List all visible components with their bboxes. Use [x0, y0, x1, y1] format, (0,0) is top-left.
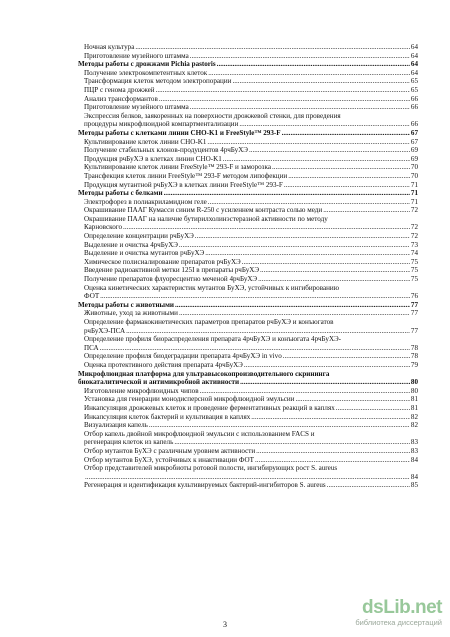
toc-entry — [78, 69, 418, 78]
toc-page-number: 76 — [410, 292, 418, 301]
toc-page-number: 64 — [410, 43, 418, 51]
toc-leader-dots — [232, 77, 409, 86]
toc-leader-dots — [244, 361, 410, 370]
toc-leader-dots — [323, 206, 410, 215]
toc-entry-title: Методы работы с дрожжами Pichia pastoris — [78, 60, 216, 69]
toc-page-number: 78 — [410, 343, 418, 352]
table-of-contents — [78, 43, 418, 490]
toc-entry-title: Методы работы с клетками линии CHO-K1 и FreeStyle™ 293-F — [78, 128, 281, 137]
toc-entry — [78, 387, 418, 396]
toc-page-number: 75 — [410, 266, 418, 275]
toc-entry-title: Культивирование клеток линии CHO-K1 — [84, 137, 207, 146]
toc-leader-dots — [100, 292, 410, 301]
toc-entry-title: Трансфекция клеток линии FreeStyle™ 293-F методом липофекции — [84, 171, 288, 180]
toc-page-number: 71 — [410, 180, 418, 189]
toc-page-number: 64 — [410, 68, 418, 77]
toc-entry — [78, 309, 418, 318]
toc-entry-title: Культивирование клеток линии FreeStyle™ 293-F и заморозка — [84, 163, 271, 172]
toc-page-number: 84 — [410, 472, 418, 481]
toc-entry-line: Микрофлюидная платформа для ультравысокопроизводительного скрининга — [78, 369, 330, 378]
toc-leader-dots — [205, 249, 410, 258]
toc-page-number: 65 — [410, 77, 418, 86]
toc-leader-dots — [260, 266, 410, 275]
toc-entry — [78, 163, 418, 172]
toc-leader-dots — [100, 344, 410, 353]
toc-leader-dots — [135, 43, 410, 52]
toc-entry — [78, 361, 418, 370]
toc-entry-title: Методы работы с животными — [78, 300, 174, 309]
toc-entry — [78, 103, 418, 112]
toc-entry-title: Приготовление музейного штамма — [84, 51, 189, 60]
toc-page-number: 81 — [410, 395, 418, 404]
toc-entry — [78, 155, 418, 164]
toc-page-number: 69 — [410, 146, 418, 155]
toc-entry — [78, 404, 418, 413]
toc-entry — [78, 438, 418, 447]
toc-entry-title: Выделение и очистка мутантов рчБуХЭ — [84, 249, 205, 258]
toc-page-number: 72 — [410, 232, 418, 241]
page-number: 3 — [223, 620, 227, 629]
toc-page-number: 84 — [410, 455, 418, 464]
toc-entry — [78, 138, 418, 147]
toc-entry — [78, 352, 418, 361]
toc-entry — [78, 232, 418, 241]
toc-entry-line: Окрашивание ПААГ на наличие бутирилхолинэстеразной активности по методу — [84, 214, 328, 223]
toc-page-number: 75 — [410, 275, 418, 284]
toc-page-number: 71 — [410, 189, 418, 198]
toc-page-number: 77 — [410, 326, 418, 335]
toc-entry-title: Отбор мутантов БуХЭ с различным уровнем активности — [84, 446, 256, 455]
toc-entry-line: Оценка кинетических характеристик мутантов БуХЭ, устойчивых к ингибированию — [84, 283, 340, 292]
toc-entry — [78, 52, 418, 61]
toc-page-number: 69 — [410, 154, 418, 163]
toc-page-number: 83 — [410, 438, 418, 447]
watermark-logo — [322, 597, 442, 631]
toc-entry — [78, 327, 418, 336]
toc-entry-title: Изготовление микрофлюидных чипов — [84, 386, 199, 395]
toc-page-number: 67 — [410, 137, 418, 146]
toc-page-number: 77 — [410, 309, 418, 318]
toc-entry — [78, 95, 418, 104]
toc-page-number: 67 — [410, 128, 418, 137]
toc-page-number: 75 — [410, 257, 418, 266]
toc-leader-dots — [200, 387, 410, 396]
toc-leader-dots — [239, 120, 410, 129]
toc-entry — [78, 456, 418, 465]
toc-leader-dots — [295, 395, 409, 404]
toc-entry — [78, 120, 418, 129]
toc-entry — [78, 43, 418, 52]
toc-entry-title: Трансформация клеток методом электропорации — [84, 77, 232, 86]
toc-entry-title: Ночная культура — [84, 43, 135, 51]
toc-page-number: 72 — [410, 223, 418, 232]
toc-leader-dots — [207, 138, 409, 147]
toc-entry-title: Животные, уход за животными — [84, 309, 178, 318]
toc-entry-line: Определение фармакокинетических параметров препаратов рчБуХЭ и конъюгатов — [84, 318, 334, 326]
toc-entry — [78, 146, 418, 155]
toc-leader-dots — [159, 95, 410, 104]
toc-entry — [78, 301, 418, 310]
toc-leader-dots — [251, 413, 410, 422]
toc-page-number: 65 — [410, 85, 418, 94]
toc-leader-dots — [149, 421, 410, 430]
toc-entry — [78, 206, 418, 215]
toc-entry — [78, 413, 418, 422]
toc-leader-dots — [179, 309, 410, 318]
toc-entry — [78, 395, 418, 404]
toc-leader-dots — [258, 275, 410, 284]
toc-leader-dots — [336, 404, 410, 413]
toc-leader-dots — [272, 163, 410, 172]
toc-leader-dots — [256, 447, 410, 456]
toc-entry — [78, 189, 418, 198]
toc-page-number: 74 — [410, 249, 418, 258]
toc-entry-title: регенерация клеток из капель — [84, 438, 174, 447]
toc-entry — [78, 60, 418, 69]
watermark-logo-text: dsLib.net — [362, 597, 442, 618]
toc-leader-dots — [249, 146, 410, 155]
toc-page-number: 80 — [410, 378, 418, 387]
toc-page-number: 64 — [410, 60, 418, 69]
toc-entry — [78, 172, 418, 181]
toc-entry-title: Определение профиля биодеградации препарата 4рчБуХЭ in vivo — [84, 352, 282, 361]
toc-page-number: 72 — [410, 206, 418, 215]
toc-leader-dots — [242, 258, 410, 267]
toc-entry-title: Химическое полисиалирование препаратов рчБуХЭ — [84, 257, 241, 266]
toc-entry — [78, 266, 418, 275]
toc-entry-line: Отбор капель двойной микрофлюидной эмульсии с использованием FACS и — [84, 429, 315, 438]
toc-entry — [78, 241, 418, 250]
toc-entry — [78, 249, 418, 258]
toc-page-number: 83 — [410, 446, 418, 455]
toc-entry — [78, 421, 418, 430]
toc-entry-title: Получение электрокомпетентных клеток — [84, 68, 208, 77]
toc-entry-title: Выделение и очистка 4рчБуХЭ — [84, 240, 178, 249]
toc-entry-title: Инкапсуляция клеток бактерий и культивация в каплях — [84, 412, 251, 421]
toc-leader-dots — [217, 60, 410, 69]
toc-leader-dots — [284, 181, 410, 190]
toc-leader-dots — [156, 86, 410, 95]
toc-leader-dots — [223, 155, 410, 164]
toc-page-number: 81 — [410, 403, 418, 412]
toc-entry-title: рчБуХЭ-ПСА — [84, 326, 126, 335]
toc-page-number: 78 — [410, 352, 418, 361]
toc-entry — [78, 344, 418, 353]
toc-page-number: 70 — [410, 163, 418, 172]
toc-leader-dots — [123, 223, 410, 232]
toc-leader-dots — [288, 172, 410, 181]
toc-entry-title: процедуры микрофлюидной компартментализации — [84, 120, 239, 129]
toc-entry-title: Определение концентрации рчБуХЭ — [84, 232, 194, 241]
toc-page-number: 73 — [410, 240, 418, 249]
toc-leader-dots — [208, 69, 410, 78]
toc-entry-line: Экспрессия белков, заякоренных на поверхности дрожжевой стенки, для проведения — [84, 111, 341, 120]
toc-leader-dots — [255, 456, 410, 465]
toc-page-number: 85 — [410, 481, 418, 490]
toc-entry-title: Анализ трансформантов — [84, 94, 158, 103]
toc-page-number: 82 — [410, 412, 418, 421]
toc-leader-dots — [195, 232, 410, 241]
toc-leader-dots — [126, 327, 410, 336]
toc-leader-dots — [174, 438, 410, 447]
toc-page-number: 82 — [410, 421, 418, 430]
toc-entry-line: Определение профиля биораспределения препарата 4рчБуХЭ и конъюгата 4рчБуХЭ- — [84, 335, 342, 344]
toc-entry-title: ФОТ — [84, 292, 100, 301]
toc-entry-title: биокаталитической и антимикробной активности — [78, 378, 240, 387]
toc-leader-dots — [208, 198, 410, 207]
toc-page-number: 66 — [410, 103, 418, 112]
toc-entry — [78, 181, 418, 190]
toc-entry — [78, 378, 418, 387]
toc-entry-title: Получение препаратов флуоресцентно меченой 4рчБуХЭ — [84, 275, 258, 284]
toc-entry-title: Отбор мутантов БуХЭ, устойчивых к инактивации ФОТ — [84, 455, 255, 464]
watermark-subtitle: библиотека диссертаций — [355, 618, 442, 627]
toc-entry — [78, 258, 418, 267]
toc-leader-dots — [85, 473, 410, 482]
toc-entry — [78, 198, 418, 207]
toc-entry-title: Инкапсуляция дрожжевых клеток и проведение ферментативных реакций в каплях — [84, 403, 335, 412]
toc-entry — [78, 275, 418, 284]
toc-entry-title: Методы работы с белками — [78, 189, 163, 198]
toc-page-number: 70 — [410, 171, 418, 180]
toc-entry-title: ПСА — [84, 343, 99, 352]
toc-leader-dots — [327, 481, 410, 490]
toc-leader-dots — [190, 52, 410, 61]
toc-page-number: 77 — [410, 300, 418, 309]
toc-page-number: 64 — [410, 51, 418, 60]
toc-entry — [78, 292, 418, 301]
toc-leader-dots — [240, 378, 410, 387]
toc-entry — [78, 447, 418, 456]
toc-entry — [78, 77, 418, 86]
toc-entry-title: Оценка протективного действия препарата 4рчБуХЭ — [84, 360, 243, 369]
toc-leader-dots — [190, 103, 410, 112]
toc-entry-title: Получение стабильных клонов-продуцентов 4рчБуХЭ — [84, 146, 248, 155]
toc-page-number: 79 — [410, 360, 418, 369]
toc-page-number: 80 — [410, 386, 418, 395]
toc-entry-title: ПЦР с генома дрожжей — [84, 85, 155, 94]
toc-leader-dots — [164, 189, 410, 198]
toc-entry-title: Продукция рчБуХЭ в клетках линии CHO-K1 — [84, 154, 222, 163]
toc-entry-title: Продукция мутантной рчБуХЭ в клетках линии FreeStyle™ 293-F — [84, 180, 283, 189]
toc-entry-line: Отбор представителей микробиоты ротовой полости, ингибирующих рост S. aureus — [84, 464, 338, 473]
toc-entry-title: Введение радиоактивной метки 125I в препараты рчБуХЭ — [84, 266, 260, 275]
toc-page-number: 66 — [410, 120, 418, 129]
toc-entry — [78, 86, 418, 95]
toc-page-number: 71 — [410, 197, 418, 206]
toc-entry — [78, 473, 418, 482]
toc-entry-title: Приготовление музейного штамма — [84, 103, 189, 112]
toc-entry-title: Карновского — [84, 223, 123, 232]
toc-leader-dots — [283, 352, 410, 361]
toc-entry — [78, 223, 418, 232]
toc-leader-dots — [179, 241, 410, 250]
toc-leader-dots — [175, 301, 410, 310]
toc-entry-title: Регенерация и идентификация культивируемых бактерий-ингибиторов S. aureus — [84, 481, 326, 490]
toc-entry-title: Установка для генерации монодисперсной микрофлюидной эмульсии — [84, 395, 295, 404]
toc-entry-title: Визуализация капель — [84, 421, 148, 430]
toc-leader-dots — [282, 129, 410, 138]
toc-entry — [78, 481, 418, 490]
toc-page-number: 66 — [410, 94, 418, 103]
toc-entry-title: Окрашивание ПААГ Кумасси синим R-250 с усиленнем контраста солью меди — [84, 206, 323, 215]
toc-entry — [78, 129, 418, 138]
toc-entry-title: Электрофорез в полиакриламидном геле — [84, 197, 207, 206]
